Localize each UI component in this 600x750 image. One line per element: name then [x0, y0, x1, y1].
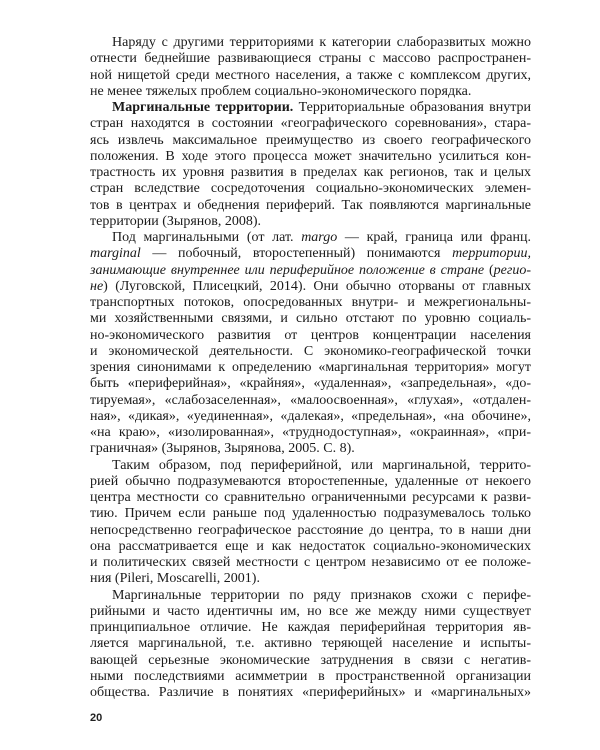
text-line [90, 523, 531, 539]
text-line [90, 165, 531, 181]
text-run: — край, граница или франц. [337, 230, 531, 245]
text-line [90, 328, 531, 344]
text-line [90, 116, 531, 132]
text-line [90, 425, 531, 441]
italic-text: не [90, 278, 104, 294]
text-run: непосредственно географическое расстояние до центра, то в наши дни [90, 522, 531, 538]
text-line [90, 571, 531, 587]
text-run: принципиальное отличие. Не каждая периферийная территория яв- [90, 620, 531, 635]
text-line [90, 555, 531, 571]
text-line [90, 506, 531, 522]
text-run: Таким образом, под периферийной, или маргинальной, террито- [112, 457, 531, 473]
text-line [90, 360, 531, 376]
text-line [90, 669, 531, 685]
paragraph [90, 35, 531, 100]
text-line [90, 376, 531, 392]
text-run: Маргинальные территории по ряду признаков схожи с перифе- [112, 587, 531, 603]
bold-heading: Маргинальные территории. [112, 100, 294, 115]
text-run: Под маргинальными (от лат. [112, 230, 302, 245]
text-line [90, 458, 531, 474]
text-run: ляется маргинальной, т.е. активно теряющей население и испыты- [90, 636, 531, 652]
text-run: граничная» (Зырянов, Зырянова, 2005. С. 8). [90, 441, 355, 457]
text-run: ной нищетой среди местного населения, а также с комплексом других, [90, 67, 531, 83]
text-run: тов в центрах и обеднения периферий. Так появляются маргинальные [90, 197, 531, 213]
italic-text: marginal [90, 246, 141, 262]
paragraph [90, 588, 531, 702]
text-line [90, 441, 531, 457]
text-line [90, 604, 531, 620]
text-run: Наряду с другими территориями к категории слаборазвитых можно [112, 35, 531, 50]
text-line [90, 35, 531, 51]
text-run: центра местности со сравнительно ограниченными ресурсами к разви- [90, 490, 531, 505]
italic-text: margo [301, 230, 338, 245]
text-run: — побочный, второстепенный) понимаются [140, 246, 453, 262]
text-line [90, 133, 531, 149]
text-line [90, 100, 531, 116]
text-line [90, 685, 531, 701]
text-run: ными последствиями асимметрии в пространственной организации [90, 668, 531, 684]
text-run: ная», «дикая», «уединенная», «далекая», «предельная», «на обочине», [90, 408, 531, 424]
text-line [90, 149, 531, 165]
text-run: вающей серьезные экономические затруднения в связи с негатив- [90, 652, 531, 668]
text-line [90, 230, 531, 246]
text-run: она рассматривается еще и как недостаток социально-экономических [90, 538, 531, 554]
text-line [90, 409, 531, 425]
text-run: ) (Луговской, Плисецкий, 2014). Они обычно оторваны от главных [103, 278, 531, 294]
paragraph [90, 100, 531, 230]
text-run: положения. В ходе этого процесса может значительно усилиться кон- [90, 148, 531, 164]
text-line [90, 263, 531, 279]
page-body [90, 35, 531, 701]
text-line [90, 653, 531, 669]
page-number: 20 [90, 712, 103, 724]
text-line [90, 588, 531, 604]
text-run: «на краю», «изолированная», «труднодоступная», «окраинная», «при- [90, 425, 531, 440]
text-line [90, 636, 531, 652]
text-run: быть «периферийная», «крайняя», «удаленная», «запредельная», «до- [90, 376, 531, 392]
text-run: и экономической деятельности. С экономико-географической точки [90, 343, 531, 359]
italic-text: регио- [493, 262, 531, 278]
text-line [90, 620, 531, 636]
text-run: Территориальные образования внутри [293, 100, 531, 115]
text-run: ясь извлечь максимальное преимущество из своего географического [90, 132, 531, 148]
text-run: общества. Различие в понятиях «периферийных» и «маргинальных» [90, 685, 531, 700]
text-line [90, 490, 531, 506]
paragraph [90, 230, 531, 458]
text-run: ( [484, 262, 494, 278]
text-run: но-экономического развития от центров концентрации населения [90, 327, 531, 343]
text-run: тируемая», «слабозаселенная», «малоосвоенная», «глухая», «отдален- [90, 392, 531, 408]
text-run: рией обычно подразумеваются второстепенные, удаленные от некоего [90, 473, 531, 489]
text-line [90, 344, 531, 360]
text-line [90, 279, 531, 295]
text-line [90, 68, 531, 84]
text-run: территории (Зырянов, 2008). [90, 213, 262, 229]
text-line [90, 295, 531, 311]
text-run: и политических связей местности с центром независимо от ее положе- [90, 555, 531, 570]
text-run: ми хозяйственными связями, и сильно отстают по уровню социаль- [90, 311, 531, 327]
text-run: тию. Причем если раньше под удаленностью подразумевалось только [90, 506, 531, 522]
text-line [90, 474, 531, 490]
text-line [90, 214, 531, 230]
text-line [90, 539, 531, 555]
text-line [90, 311, 531, 327]
text-run: отнести беднейшие развивающиеся страны с массово распространен- [90, 51, 531, 67]
text-line [90, 198, 531, 214]
text-line [90, 51, 531, 67]
text-line [90, 84, 531, 100]
text-run: рийными и часто идентичны им, но все же между ними существует [90, 603, 531, 619]
italic-text: территории, [452, 246, 531, 262]
text-run: ния (Pileri, Moscarelli, 2001). [90, 571, 260, 587]
text-run: не менее тяжелых проблем социально-экономического порядка. [90, 83, 472, 99]
paragraph [90, 458, 531, 588]
italic-text: занимающие внутреннее или периферийное положение в стране [90, 262, 485, 278]
text-run: стран находятся в состоянии «географического соревнования», стара- [90, 116, 531, 132]
text-run: трастность их уровня развития в пределах как регионов, так и целых [90, 165, 531, 180]
text-line [90, 246, 531, 262]
text-line [90, 181, 531, 197]
text-run: транспортных потоков, опосредованных внутри- и межрегиональны- [90, 295, 531, 310]
text-line [90, 393, 531, 409]
text-run: стран вследствие сосредоточения социально-экономических элемен- [90, 181, 531, 197]
text-run: зрения синонимами к определению «маргинальная территория» могут [90, 360, 531, 375]
